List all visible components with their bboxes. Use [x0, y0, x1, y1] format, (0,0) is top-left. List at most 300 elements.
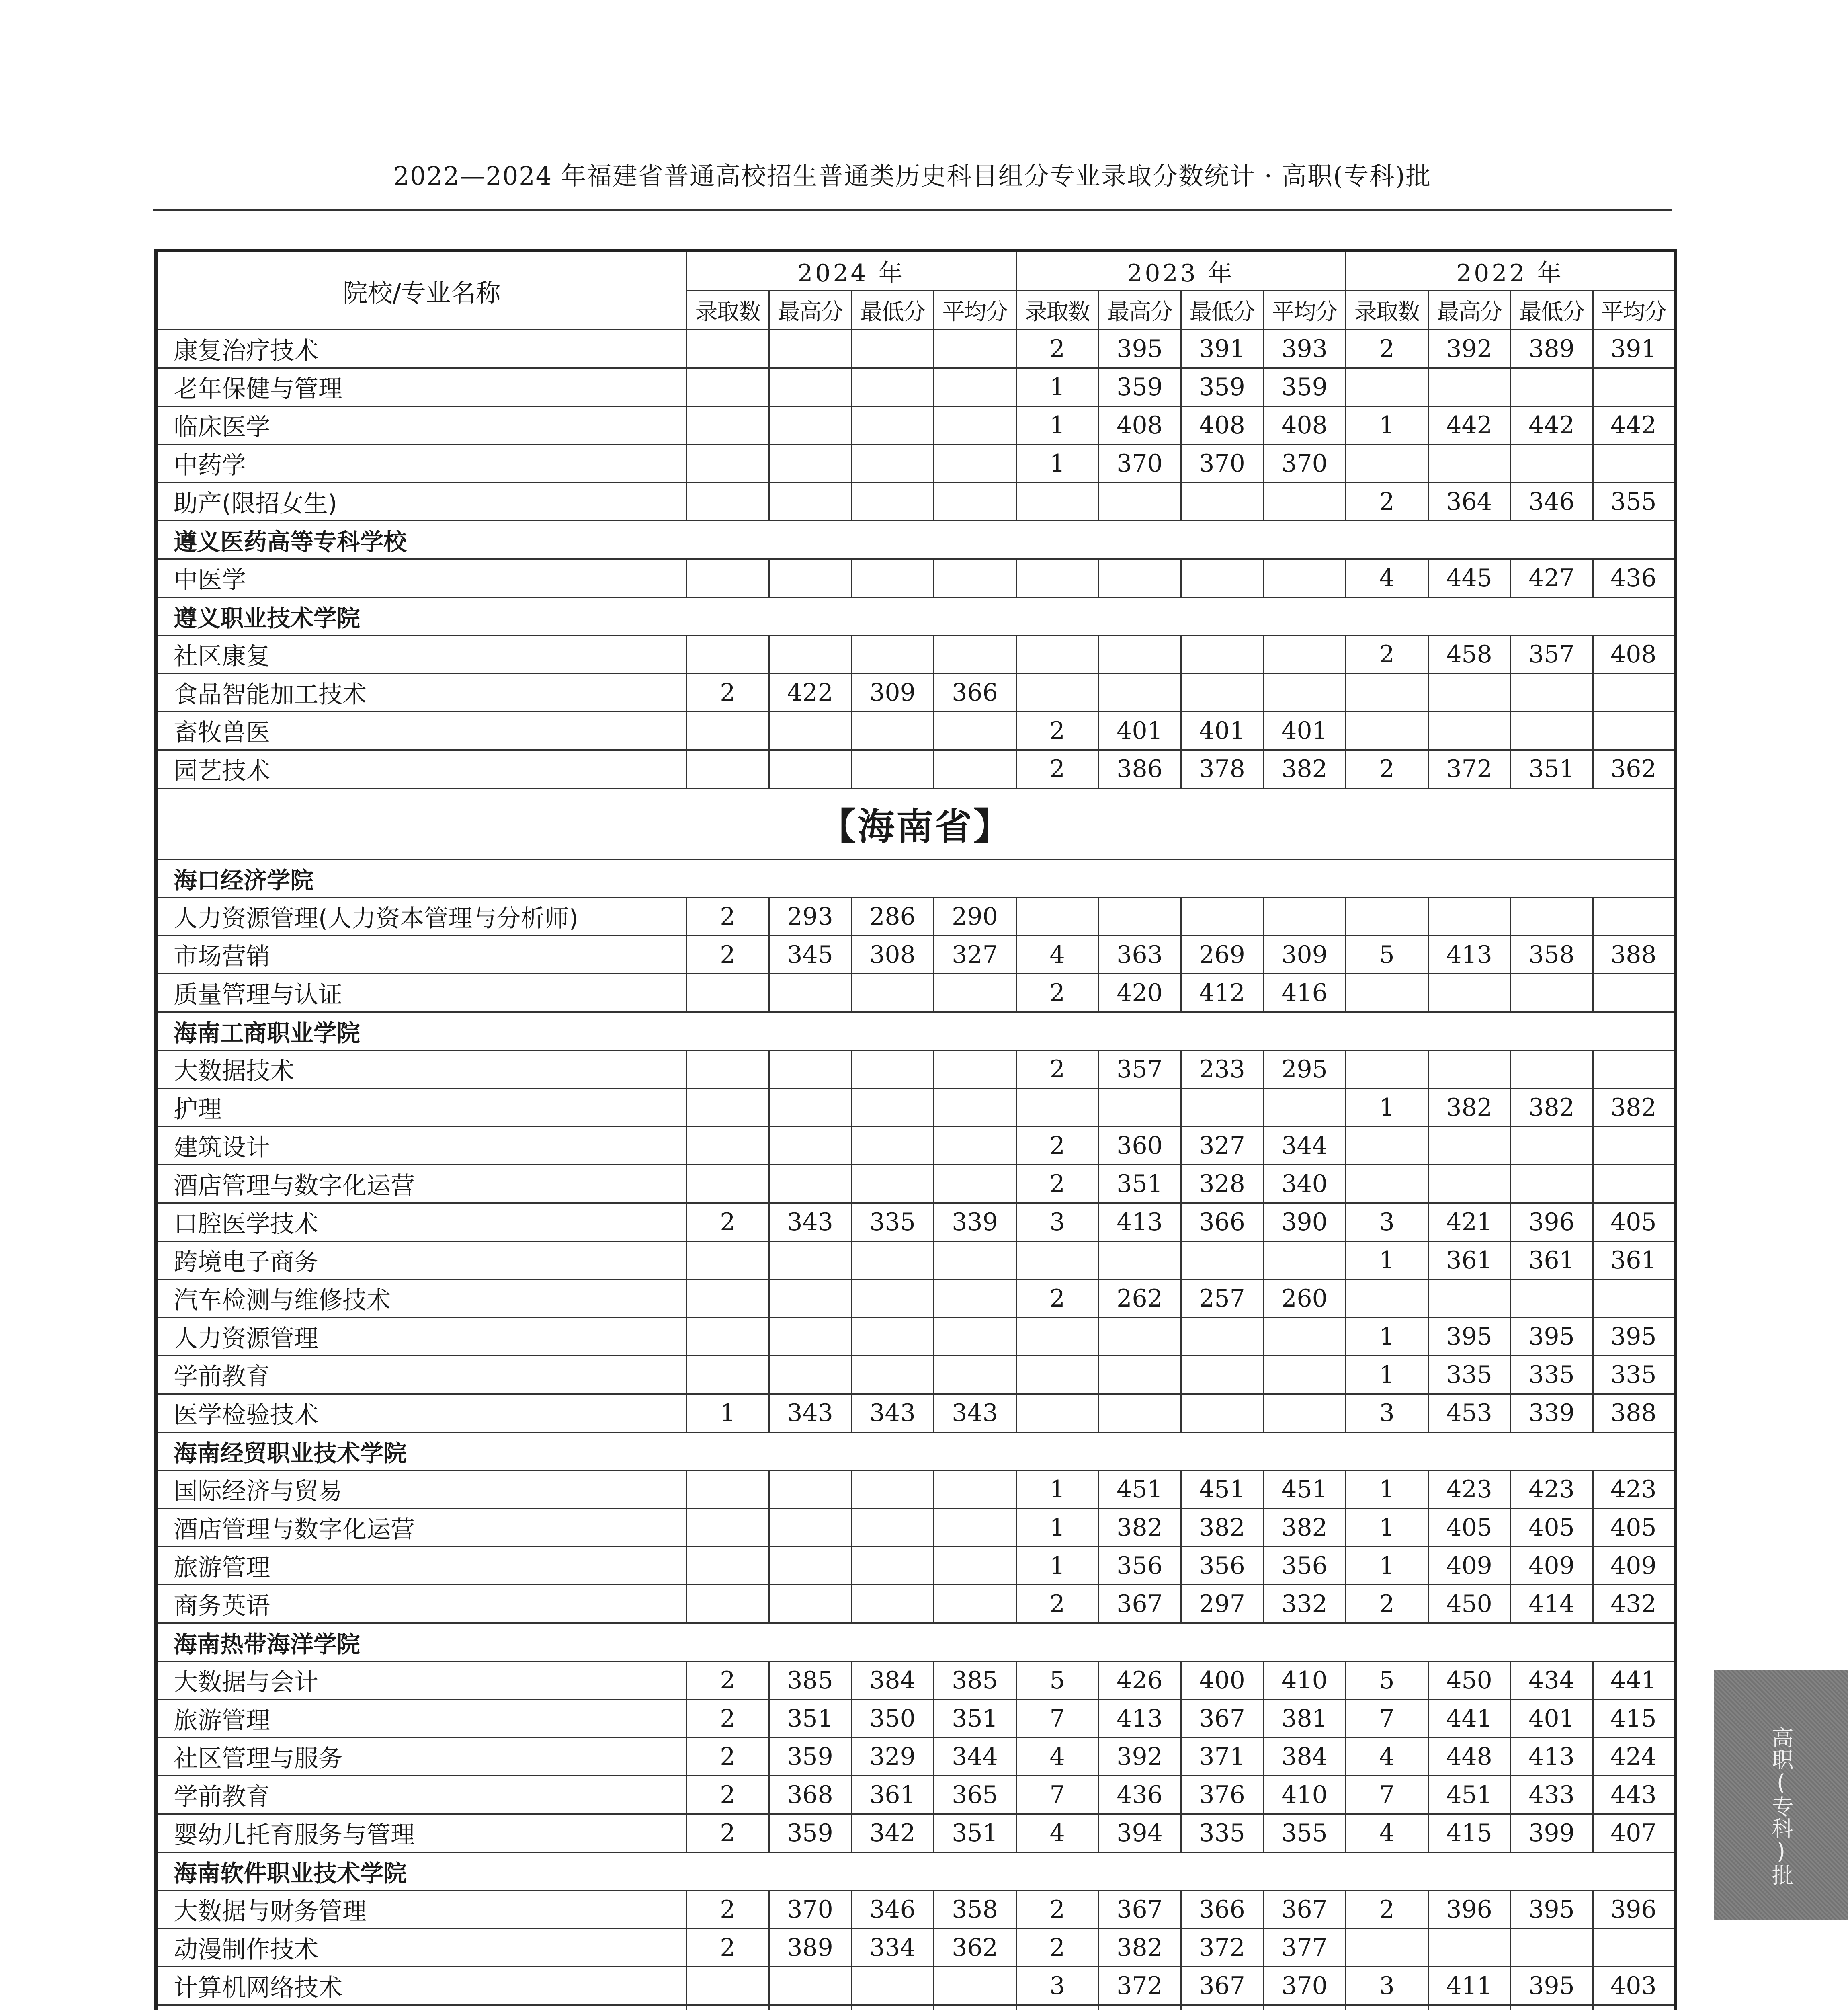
cell-2024-avg-score: [934, 1089, 1016, 1127]
cell-2023-min-score: 359: [1181, 368, 1263, 406]
cell-2022-avg-score: [1593, 898, 1675, 936]
cell-2022-max-score: 382: [1428, 1089, 1510, 1127]
cell-2024-count: 2: [686, 936, 769, 974]
table-row: [156, 1967, 1675, 2005]
cell-2024-count: 2: [686, 1929, 769, 1967]
cell-2022-min-score: [1510, 1127, 1593, 1165]
cell-2024-min-score: [851, 1241, 934, 1280]
cell-2024-avg-score: [934, 712, 1016, 750]
cell-2022-max-score: 415: [1428, 1814, 1510, 1852]
cell-2022-count: 1: [1346, 1547, 1428, 1585]
cell-2024-avg-score: 343: [934, 1394, 1016, 1432]
cell-2023-min-score: 328: [1181, 1165, 1263, 1203]
cell-2024-avg-score: [934, 1356, 1016, 1394]
cell-2024-count: 2: [686, 1661, 769, 1700]
cell-2022-max-score: 413: [1428, 936, 1510, 974]
major-name: 酒店管理与数字化运营: [156, 1509, 686, 1547]
cell-2024-min-score: 342: [851, 1814, 934, 1852]
cell-2024-max-score: 343: [769, 1203, 851, 1241]
cell-2024-avg-score: 327: [934, 936, 1016, 974]
cell-2023-avg-score: 410: [1263, 1776, 1346, 1814]
cell-2022-min-score: 434: [1510, 1661, 1593, 1700]
cell-2024-max-score: 359: [769, 1814, 851, 1852]
school-name: 海南工商职业学院: [156, 1012, 1675, 1050]
cell-2022-avg-score: [1593, 368, 1675, 406]
cell-2022-avg-score: 355: [1593, 483, 1675, 521]
cell-2024-max-score: 293: [769, 898, 851, 936]
cell-2023-count: [1016, 2005, 1098, 2010]
cell-2022-count: 1: [1346, 406, 1428, 445]
major-name: 老年保健与管理: [156, 368, 686, 406]
cell-2024-max-score: [769, 636, 851, 674]
cell-2023-min-score: 366: [1181, 1891, 1263, 1929]
cell-2023-max-score: 451: [1098, 1471, 1181, 1509]
cell-2022-avg-score: [1593, 1165, 1675, 1203]
cell-2024-max-score: 370: [769, 1891, 851, 1929]
cell-2022-max-score: [1428, 712, 1510, 750]
column-header-year-2023: 2023 年: [1016, 251, 1346, 291]
cell-2022-max-score: 335: [1428, 1356, 1510, 1394]
cell-2023-min-score: [1181, 2005, 1263, 2010]
cell-2022-min-score: 382: [1510, 1089, 1593, 1127]
cell-2024-avg-score: [934, 368, 1016, 406]
cell-2023-min-score: 412: [1181, 974, 1263, 1012]
cell-2024-avg-score: 344: [934, 1738, 1016, 1776]
cell-2024-max-score: [769, 1127, 851, 1165]
cell-2023-max-score: 413: [1098, 1700, 1181, 1738]
cell-2023-max-score: [1098, 1089, 1181, 1127]
major-name: 人力资源管理(人力资本管理与分析师): [156, 898, 686, 936]
major-name: [156, 2005, 686, 2010]
cell-2024-max-score: [769, 1089, 851, 1127]
cell-2024-min-score: 343: [851, 1394, 934, 1432]
cell-2023-min-score: [1181, 559, 1263, 597]
cell-2023-min-score: 378: [1181, 750, 1263, 788]
cell-2024-min-score: [851, 712, 934, 750]
cell-2024-min-score: [851, 1318, 934, 1356]
cell-2022-count: 7: [1346, 1776, 1428, 1814]
cell-2022-avg-score: 362: [1593, 750, 1675, 788]
cell-2024-max-score: [769, 483, 851, 521]
cell-2024-avg-score: [934, 1471, 1016, 1509]
cell-2024-avg-score: 351: [934, 1700, 1016, 1738]
cell-2022-count: 2: [1346, 1891, 1428, 1929]
cell-2023-min-score: [1181, 898, 1263, 936]
column-header-avg: 平均分: [1593, 291, 1675, 330]
cell-2022-min-score: 389: [1510, 330, 1593, 368]
school-name: 海南热带海洋学院: [156, 1623, 1675, 1661]
cell-2024-avg-score: [934, 1585, 1016, 1623]
cell-2022-avg-score: 382: [1593, 1089, 1675, 1127]
column-header-name: 院校/专业名称: [156, 251, 686, 330]
cell-2024-max-score: [769, 1547, 851, 1585]
cell-2022-avg-score: 436: [1593, 559, 1675, 597]
major-name: 质量管理与认证: [156, 974, 686, 1012]
cell-2023-count: 1: [1016, 406, 1098, 445]
cell-2023-max-score: 367: [1098, 1585, 1181, 1623]
table-row: [156, 1050, 1675, 1089]
cell-2023-max-score: 382: [1098, 1509, 1181, 1547]
cell-2022-count: 2: [1346, 750, 1428, 788]
cell-2024-count: 2: [686, 1203, 769, 1241]
cell-2023-min-score: [1181, 1318, 1263, 1356]
cell-2024-avg-score: [934, 974, 1016, 1012]
cell-2022-max-score: [1428, 1050, 1510, 1089]
province-name: 【海南省】: [156, 788, 1675, 859]
cell-2024-min-score: 329: [851, 1738, 934, 1776]
cell-2022-count: 1: [1346, 1471, 1428, 1509]
cell-2023-max-score: [1098, 559, 1181, 597]
cell-2023-count: 4: [1016, 1738, 1098, 1776]
school-row: [156, 521, 1675, 559]
cell-2024-min-score: 308: [851, 936, 934, 974]
cell-2024-min-score: [851, 1547, 934, 1585]
major-name: 康复治疗技术: [156, 330, 686, 368]
header-row-years: [156, 251, 1675, 291]
cell-2022-count: 3: [1346, 1967, 1428, 2005]
cell-2023-max-score: 382: [1098, 1929, 1181, 1967]
cell-2024-count: [686, 1318, 769, 1356]
cell-2024-max-score: [769, 1165, 851, 1203]
cell-2023-min-score: 391: [1181, 330, 1263, 368]
cell-2022-max-score: 451: [1428, 1776, 1510, 1814]
header-rule: [153, 209, 1672, 211]
cell-2022-max-score: 361: [1428, 1241, 1510, 1280]
cell-2022-max-score: 450: [1428, 1661, 1510, 1700]
cell-2024-max-score: 389: [769, 1929, 851, 1967]
cell-2022-min-score: 396: [1510, 1203, 1593, 1241]
cell-2023-avg-score: 416: [1263, 974, 1346, 1012]
cell-2024-min-score: [851, 2005, 934, 2010]
side-tab-label: 高职(专科)批: [1768, 1727, 1794, 1886]
cell-2024-max-score: 368: [769, 1776, 851, 1814]
cell-2024-count: [686, 1241, 769, 1280]
cell-2024-avg-score: 362: [934, 1929, 1016, 1967]
cell-2023-min-score: 401: [1181, 712, 1263, 750]
table-row: [156, 1241, 1675, 1280]
table-row: [156, 406, 1675, 445]
cell-2022-avg-score: [1593, 1050, 1675, 1089]
major-name: 口腔医学技术: [156, 1203, 686, 1241]
cell-2022-count: [1346, 1929, 1428, 1967]
cell-2024-count: [686, 1356, 769, 1394]
cell-2024-max-score: 385: [769, 1661, 851, 1700]
cell-2023-min-score: [1181, 636, 1263, 674]
cell-2023-count: 2: [1016, 1585, 1098, 1623]
cell-2024-count: 2: [686, 674, 769, 712]
major-name: 护理: [156, 1089, 686, 1127]
cell-2023-min-score: 335: [1181, 1814, 1263, 1852]
major-name: 学前教育: [156, 1356, 686, 1394]
cell-2022-min-score: 427: [1510, 559, 1593, 597]
cell-2023-min-score: 400: [1181, 1661, 1263, 1700]
cell-2024-min-score: [851, 368, 934, 406]
cell-2024-max-score: [769, 2005, 851, 2010]
cell-2023-max-score: 408: [1098, 406, 1181, 445]
cell-2022-count: [1346, 898, 1428, 936]
cell-2024-min-score: [851, 1967, 934, 2005]
cell-2024-count: [686, 483, 769, 521]
cell-2022-count: [1346, 974, 1428, 1012]
cell-2024-min-score: 309: [851, 674, 934, 712]
cell-2022-max-score: 364: [1428, 483, 1510, 521]
cell-2022-max-score: 453: [1428, 1394, 1510, 1432]
cell-2022-count: [1346, 2005, 1428, 2010]
cell-2023-min-score: 376: [1181, 1776, 1263, 1814]
cell-2023-min-score: 367: [1181, 1700, 1263, 1738]
cell-2023-max-score: 262: [1098, 1280, 1181, 1318]
cell-2023-count: [1016, 1089, 1098, 1127]
cell-2022-avg-score: 388: [1593, 936, 1675, 974]
cell-2023-avg-score: 382: [1263, 1509, 1346, 1547]
cell-2024-max-score: [769, 445, 851, 483]
cell-2022-count: 4: [1346, 559, 1428, 597]
cell-2024-max-score: [769, 559, 851, 597]
cell-2024-min-score: [851, 330, 934, 368]
cell-2023-count: 2: [1016, 330, 1098, 368]
cell-2024-count: 2: [686, 1776, 769, 1814]
school-row: [156, 1623, 1675, 1661]
cell-2023-count: 7: [1016, 1700, 1098, 1738]
cell-2022-count: 1: [1346, 1241, 1428, 1280]
column-header-max: 最高分: [769, 291, 851, 330]
cell-2022-min-score: 339: [1510, 1394, 1593, 1432]
cell-2024-min-score: [851, 1127, 934, 1165]
cell-2024-avg-score: [934, 1280, 1016, 1318]
cell-2022-count: 2: [1346, 483, 1428, 521]
cell-2022-min-score: 351: [1510, 750, 1593, 788]
cell-2022-max-score: [1428, 1280, 1510, 1318]
cell-2024-min-score: [851, 750, 934, 788]
cell-2022-avg-score: 442: [1593, 406, 1675, 445]
cell-2022-avg-score: 443: [1593, 1776, 1675, 1814]
major-name: 市场营销: [156, 936, 686, 974]
cell-2024-count: 2: [686, 1700, 769, 1738]
table-row: [156, 1700, 1675, 1738]
column-header-avg: 平均分: [934, 291, 1016, 330]
table-row: [156, 483, 1675, 521]
cell-2024-min-score: [851, 445, 934, 483]
cell-2022-min-score: [1510, 445, 1593, 483]
cell-2024-avg-score: [934, 1050, 1016, 1089]
cell-2023-avg-score: 377: [1263, 1929, 1346, 1967]
column-header-year-2024: 2024 年: [686, 251, 1016, 291]
column-header-avg: 平均分: [1263, 291, 1346, 330]
cell-2022-max-score: 421: [1428, 1203, 1510, 1241]
column-header-count: 录取数: [1346, 291, 1428, 330]
cell-2023-count: 3: [1016, 1967, 1098, 2005]
cell-2022-max-score: [1428, 1165, 1510, 1203]
cell-2022-min-score: [1510, 674, 1593, 712]
major-name: 跨境电子商务: [156, 1241, 686, 1280]
table-row: [156, 445, 1675, 483]
cell-2024-min-score: 346: [851, 1891, 934, 1929]
cell-2023-avg-score: 367: [1263, 1891, 1346, 1929]
cell-2024-max-score: [769, 1471, 851, 1509]
cell-2024-max-score: [769, 1356, 851, 1394]
cell-2022-min-score: [1510, 898, 1593, 936]
cell-2022-avg-score: 407: [1593, 1814, 1675, 1852]
cell-2024-count: [686, 559, 769, 597]
column-header-max: 最高分: [1098, 291, 1181, 330]
cell-2024-count: [686, 445, 769, 483]
cell-2023-avg-score: [1263, 2005, 1346, 2010]
school-row: [156, 859, 1675, 898]
cell-2022-min-score: 395: [1510, 1318, 1593, 1356]
cell-2024-count: [686, 1967, 769, 2005]
cell-2023-avg-score: [1263, 1318, 1346, 1356]
cell-2024-avg-score: 339: [934, 1203, 1016, 1241]
cell-2022-avg-score: 395: [1593, 1318, 1675, 1356]
cell-2022-max-score: 405: [1428, 1509, 1510, 1547]
cell-2022-avg-score: [1593, 674, 1675, 712]
cell-2024-min-score: [851, 636, 934, 674]
cell-2022-avg-score: 405: [1593, 1509, 1675, 1547]
cell-2024-count: [686, 330, 769, 368]
major-name: 中药学: [156, 445, 686, 483]
cell-2024-count: 2: [686, 1738, 769, 1776]
cell-2024-avg-score: [934, 636, 1016, 674]
major-name: 旅游管理: [156, 1700, 686, 1738]
cell-2023-avg-score: 370: [1263, 445, 1346, 483]
cell-2022-min-score: 357: [1510, 636, 1593, 674]
cell-2023-max-score: 436: [1098, 1776, 1181, 1814]
cell-2023-max-score: 360: [1098, 1127, 1181, 1165]
cell-2024-max-score: [769, 974, 851, 1012]
cell-2022-avg-score: 441: [1593, 1661, 1675, 1700]
major-name: 建筑设计: [156, 1127, 686, 1165]
cell-2023-min-score: 297: [1181, 1585, 1263, 1623]
cell-2024-max-score: [769, 712, 851, 750]
cell-2024-count: [686, 1471, 769, 1509]
cell-2024-min-score: [851, 974, 934, 1012]
major-name: 大数据技术: [156, 1050, 686, 1089]
page-header-title: 2022—2024 年福建省普通高校招生普通类历史科目组分专业录取分数统计 · 高职(专科)批: [393, 161, 1432, 191]
table-row: [156, 1814, 1675, 1852]
major-name: 医学检验技术: [156, 1394, 686, 1432]
cell-2023-avg-score: [1263, 1394, 1346, 1432]
cell-2023-max-score: 392: [1098, 1738, 1181, 1776]
table-row: [156, 1165, 1675, 1203]
cell-2023-avg-score: 260: [1263, 1280, 1346, 1318]
cell-2022-avg-score: 388: [1593, 1394, 1675, 1432]
cell-2024-count: [686, 1089, 769, 1127]
cell-2023-min-score: 257: [1181, 1280, 1263, 1318]
school-row: [156, 1012, 1675, 1050]
cell-2022-max-score: 423: [1428, 1471, 1510, 1509]
cell-2023-count: 2: [1016, 1280, 1098, 1318]
cell-2024-max-score: 351: [769, 1700, 851, 1738]
cell-2023-min-score: 451: [1181, 1471, 1263, 1509]
table-body: [156, 330, 1675, 2010]
cell-2024-count: [686, 2005, 769, 2010]
table-row: [156, 712, 1675, 750]
cell-2022-max-score: [1428, 674, 1510, 712]
cell-2022-count: 4: [1346, 1738, 1428, 1776]
cell-2022-min-score: [1510, 1929, 1593, 1967]
cell-2022-max-score: 411: [1428, 1967, 1510, 2005]
school-row: [156, 1432, 1675, 1471]
cell-2023-min-score: [1181, 674, 1263, 712]
cell-2023-min-score: [1181, 1356, 1263, 1394]
school-row: [156, 597, 1675, 636]
major-name: 商务英语: [156, 1585, 686, 1623]
cell-2022-max-score: 458: [1428, 636, 1510, 674]
school-name: 海口经济学院: [156, 859, 1675, 898]
cell-2023-min-score: 233: [1181, 1050, 1263, 1089]
cell-2022-min-score: 414: [1510, 1585, 1593, 1623]
cell-2022-max-score: [1428, 368, 1510, 406]
major-name: 畜牧兽医: [156, 712, 686, 750]
cell-2022-avg-score: 396: [1593, 1891, 1675, 1929]
school-row: [156, 1852, 1675, 1891]
cell-2022-avg-score: 409: [1593, 1547, 1675, 1585]
cell-2024-max-score: [769, 750, 851, 788]
cell-2022-count: [1346, 1127, 1428, 1165]
cell-2022-count: 2: [1346, 1585, 1428, 1623]
major-name: 汽车检测与维修技术: [156, 1280, 686, 1318]
cell-2022-max-score: [1428, 898, 1510, 936]
cell-2022-count: 1: [1346, 1509, 1428, 1547]
cell-2023-count: 2: [1016, 1127, 1098, 1165]
cell-2023-count: 2: [1016, 750, 1098, 788]
table-row: [156, 1356, 1675, 1394]
cell-2023-count: [1016, 1241, 1098, 1280]
cell-2023-max-score: 363: [1098, 936, 1181, 974]
cell-2022-max-score: 441: [1428, 1700, 1510, 1738]
cell-2022-count: 7: [1346, 1700, 1428, 1738]
cell-2024-avg-score: 358: [934, 1891, 1016, 1929]
school-name: 遵义医药高等专科学校: [156, 521, 1675, 559]
major-name: 动漫制作技术: [156, 1929, 686, 1967]
cell-2024-min-score: [851, 1471, 934, 1509]
cell-2022-min-score: [1510, 368, 1593, 406]
cell-2022-min-score: 395: [1510, 1967, 1593, 2005]
cell-2022-avg-score: [1593, 2005, 1675, 2010]
cell-2024-min-score: [851, 1089, 934, 1127]
cell-2024-count: 1: [686, 1394, 769, 1432]
cell-2023-count: 1: [1016, 1547, 1098, 1585]
cell-2023-max-score: 367: [1098, 1891, 1181, 1929]
cell-2022-count: 5: [1346, 1661, 1428, 1700]
cell-2023-min-score: [1181, 1089, 1263, 1127]
cell-2022-min-score: [1510, 2005, 1593, 2010]
cell-2023-max-score: 426: [1098, 1661, 1181, 1700]
cell-2024-min-score: [851, 1585, 934, 1623]
cell-2023-count: 2: [1016, 974, 1098, 1012]
cell-2024-avg-score: [934, 445, 1016, 483]
cell-2022-avg-score: 361: [1593, 1241, 1675, 1280]
cell-2023-avg-score: [1263, 674, 1346, 712]
cell-2024-min-score: [851, 1509, 934, 1547]
cell-2022-min-score: 401: [1510, 1700, 1593, 1738]
cell-2022-max-score: [1428, 1929, 1510, 1967]
cell-2024-avg-score: [934, 1509, 1016, 1547]
cell-2022-max-score: [1428, 2005, 1510, 2010]
cell-2024-max-score: [769, 1509, 851, 1547]
table-row: [156, 1776, 1675, 1814]
table-row: [156, 368, 1675, 406]
table-row: [156, 636, 1675, 674]
cell-2023-max-score: 395: [1098, 330, 1181, 368]
cell-2023-avg-score: [1263, 1356, 1346, 1394]
cell-2023-min-score: [1181, 1241, 1263, 1280]
cell-2023-avg-score: 401: [1263, 712, 1346, 750]
cell-2023-count: [1016, 1318, 1098, 1356]
major-name: 旅游管理: [156, 1547, 686, 1585]
cell-2024-avg-score: [934, 1967, 1016, 2005]
cell-2024-count: [686, 974, 769, 1012]
